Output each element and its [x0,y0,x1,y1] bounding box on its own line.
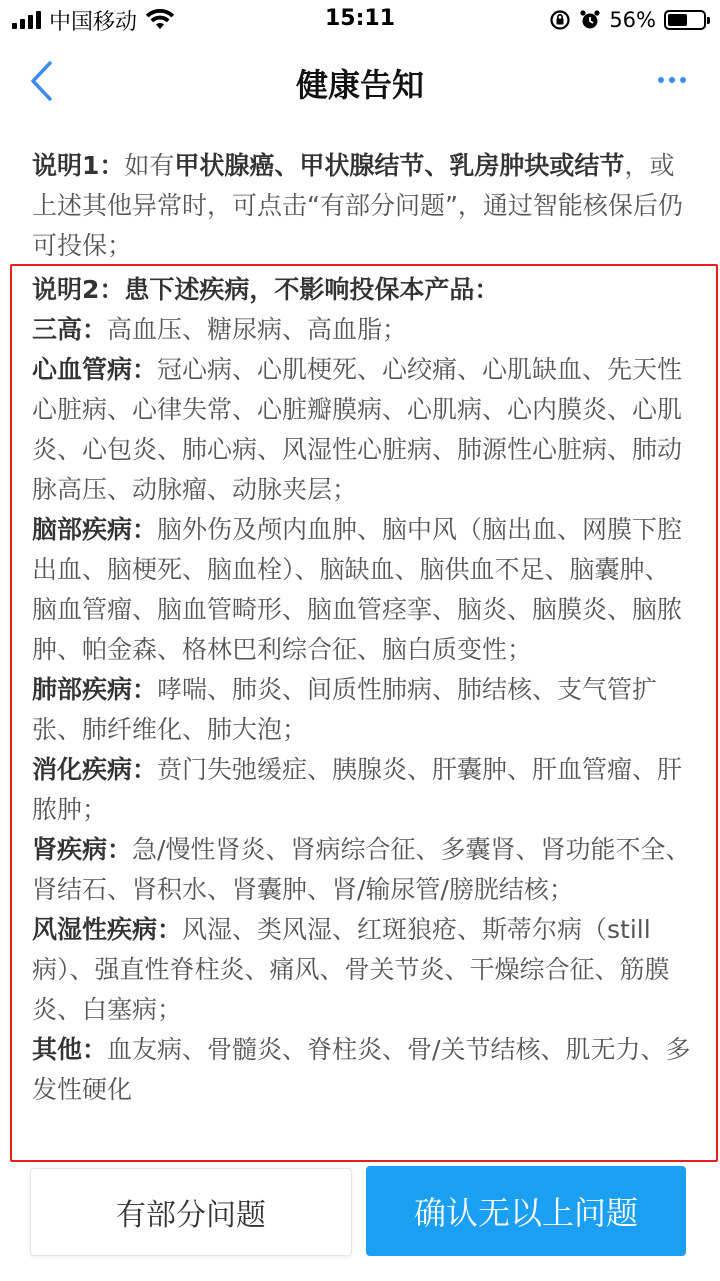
carrier-name: 中国移动 [49,9,138,35]
category-name: 心血管病： [32,355,158,384]
category-text: 风湿、类风湿、红斑狼疮、斯蒂尔病（still病）、强直性脊柱炎、痛风、骨关节炎、干燥综合征、筋膜炎、白塞病； [32,915,670,1024]
status-right [549,6,706,34]
nav-bar [0,40,720,124]
more-button[interactable] [648,62,696,98]
intro-pre: 如有 [124,151,175,180]
category-text: 脑外伤及颅内血肿、脑中风（脑出血、网膜下腔出血、脑梗死、脑血栓）、脑缺血、脑供血不足、脑囊肿、脑血管瘤、脑血管畸形、脑血管痉挛、脑炎、脑膜炎、脑脓肿、帕金森、格林巴利综合征、脑白质变性； [32,515,683,664]
category-item [32,750,694,830]
category-text: 哮喘、肺炎、间质性肺病、肺结核、支气管扩张、肺纤维化、肺大泡； [32,675,658,744]
category-text: 贲门失弛缓症、胰腺炎、肝囊肿、肝血管瘤、肝脓肿； [32,755,683,824]
category-item [32,1030,694,1110]
more-dots-icon [658,77,664,83]
category-name: 脑部疾病： [32,515,158,544]
category-item [32,350,694,510]
category-text: 冠心病、心肌梗死、心绞痛、心肌缺血、先天性心脏病、心律失常、心脏瓣膜病、心肌病、心内膜炎、心肌炎、心包炎、肺心病、风湿性心脏病、肺源性心脏病、肺动脉高压、动脉瘤、动脉夹层； [32,355,683,504]
category-item [32,310,694,350]
category-text: 血友病、骨髓炎、脊柱炎、骨/关节结核、肌无力、多发性硬化 [32,1035,691,1104]
category-name: 风湿性疾病： [32,915,183,944]
battery-icon [664,10,706,30]
page-title: 健康告知 [295,66,424,104]
status-time: 15:11 [324,6,396,31]
category-name: 三高： [32,315,108,344]
notice-heading: 说明2：患下述疾病，不影响投保本产品： [32,275,500,304]
intro-highlight: 甲状腺癌、甲状腺结节、乳房肿块或结节 [174,151,625,180]
status-bar [0,0,720,40]
battery-percent: 56% [609,8,656,32]
intro-post: ，或上述其他异常时，可点击“有部分问题”，通过智能核保后仍可投保； [32,151,683,260]
intro-note [32,146,692,266]
partial-issues-button[interactable]: 有部分问题 [30,1168,352,1256]
intro-label: 说明1： [32,151,125,180]
confirm-no-issues-button[interactable]: 确认无以上问题 [366,1166,686,1256]
disease-notice-content [32,270,694,1110]
disease-notice-box[interactable] [10,264,718,1162]
category-item [32,830,694,910]
category-name: 肾疾病： [32,835,133,864]
category-item [32,910,694,1030]
category-item [32,670,694,750]
category-text: 急/慢性肾炎、肾病综合征、多囊肾、肾功能不全、肾结石、肾积水、肾囊肿、肾/输尿管/膀胱结核； [32,835,691,904]
category-text: 高血压、糖尿病、高血脂； [107,315,408,344]
category-name: 消化疾病： [32,755,158,784]
alarm-icon [579,9,601,31]
category-name: 其他： [32,1035,108,1064]
category-item [32,510,694,670]
category-name: 肺部疾病： [32,675,158,704]
rotation-lock-icon [549,9,571,31]
